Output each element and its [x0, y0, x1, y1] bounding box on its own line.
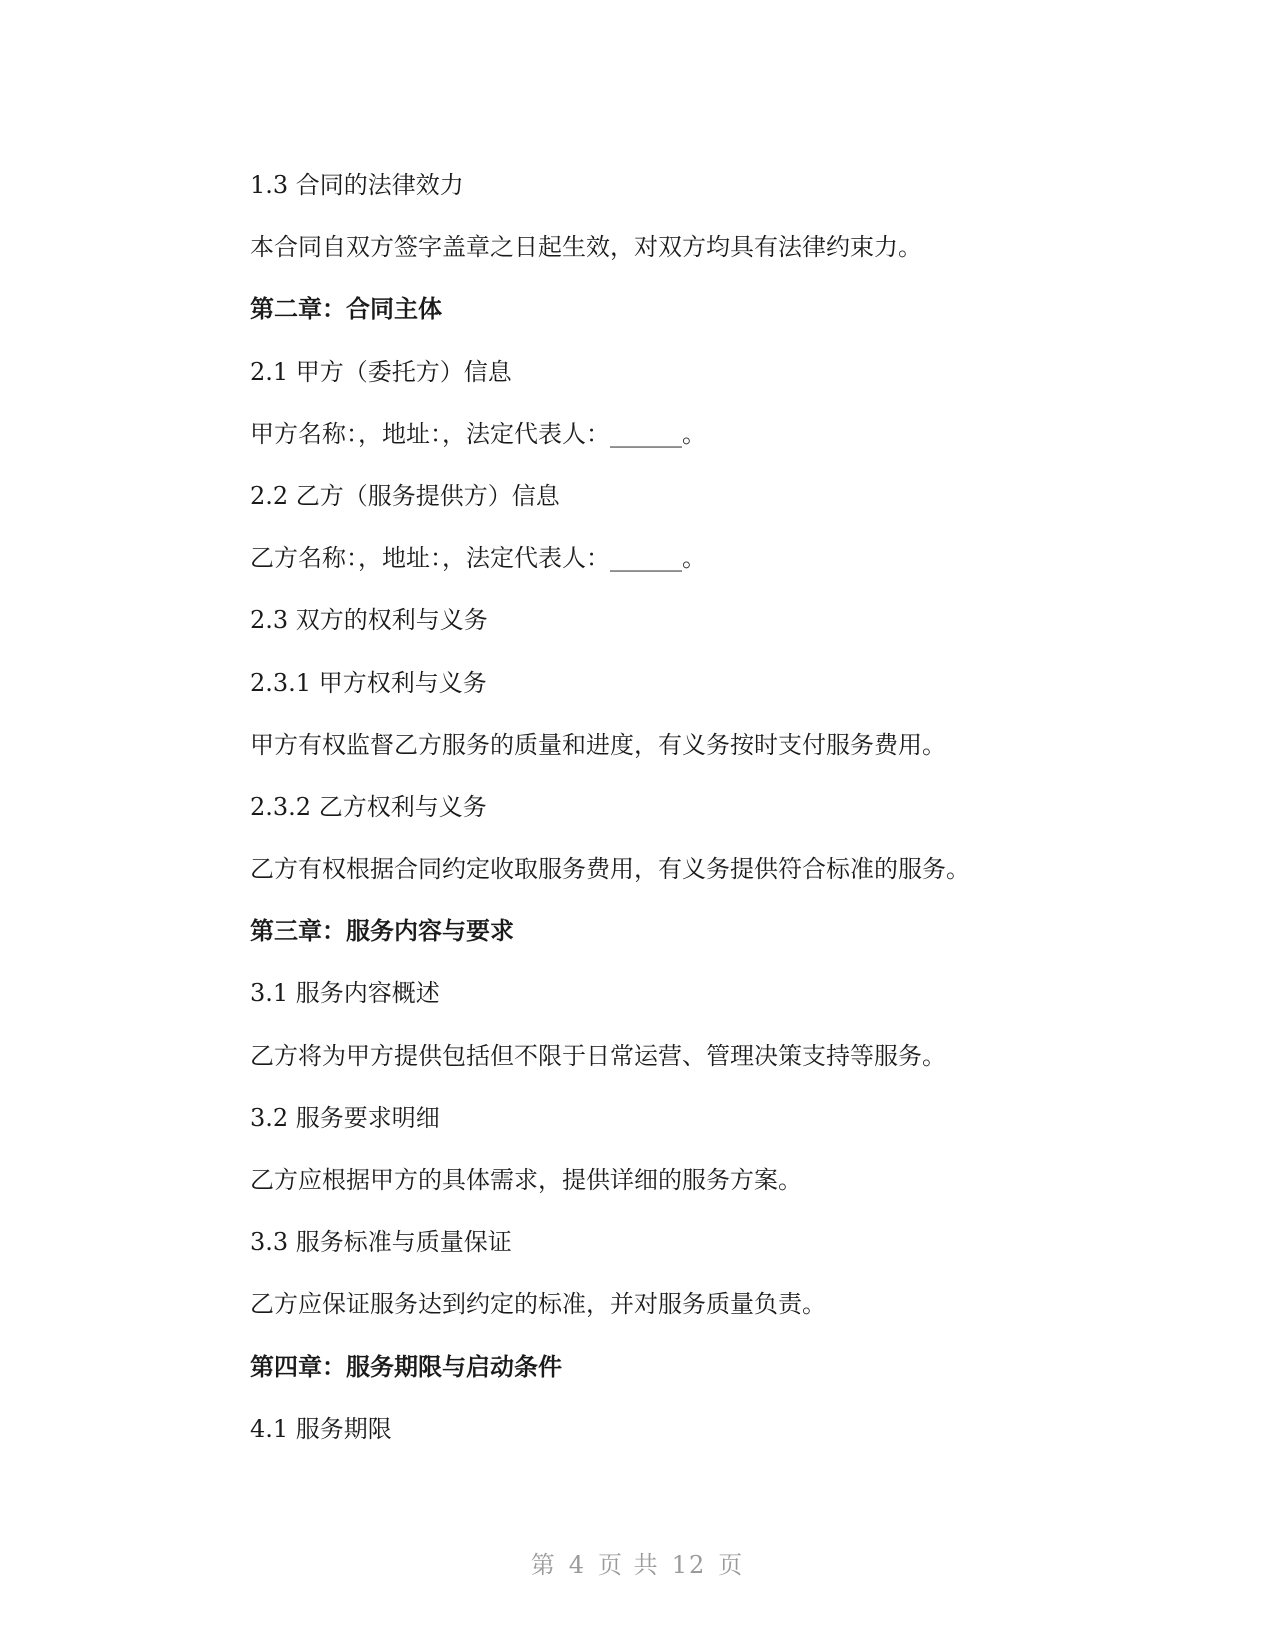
chapter-2-heading: 第二章：合同主体	[250, 294, 442, 324]
section-2-3-1-paragraph: 甲方有权监督乙方服务的质量和进度，有义务按时支付服务费用。	[250, 730, 946, 759]
chapter-3-heading: 第三章：服务内容与要求	[250, 916, 514, 946]
section-2-3-2-paragraph: 乙方有权根据合同约定收取服务费用，有义务提供符合标准的服务。	[250, 855, 970, 884]
footer-total-pages: 12	[671, 1551, 707, 1579]
section-3-3-title: 3.3 服务标准与质量保证	[250, 1228, 512, 1257]
section-2-1-title: 2.1 甲方（委托方）信息	[250, 357, 512, 386]
section-4-1-title: 4.1 服务期限	[250, 1414, 392, 1443]
footer-current-page: 4	[568, 1551, 587, 1579]
section-1-3-title: 1.3 合同的法律效力	[250, 171, 464, 199]
footer-middle: 页 共	[598, 1551, 660, 1579]
section-3-1-title: 3.1 服务内容概述	[250, 979, 440, 1008]
section-2-3-title: 2.3 双方的权利与义务	[250, 606, 488, 635]
footer-suffix: 页	[718, 1551, 745, 1579]
section-2-3-1-title: 2.3.1 甲方权利与义务	[250, 668, 487, 697]
footer-prefix: 第	[530, 1551, 557, 1579]
chapter-4-heading: 第四章：服务期限与启动条件	[250, 1351, 562, 1381]
section-2-2-paragraph: 乙方名称：，地址：，法定代表人：______。	[250, 544, 706, 573]
section-2-1-paragraph: 甲方名称：，地址：，法定代表人：______。	[250, 419, 706, 448]
section-1-3-paragraph: 本合同自双方签字盖章之日起生效，对双方均具有法律约束力。	[250, 233, 922, 262]
section-3-1-paragraph: 乙方将为甲方提供包括但不限于日常运营、管理决策支持等服务。	[250, 1041, 946, 1070]
page-footer	[0, 1545, 1275, 1580]
section-2-3-2-title: 2.3.2 乙方权利与义务	[250, 792, 487, 821]
section-3-3-paragraph: 乙方应保证服务达到约定的标准，并对服务质量负责。	[250, 1290, 826, 1319]
document-body	[250, 169, 1150, 1475]
section-3-2-paragraph: 乙方应根据甲方的具体需求，提供详细的服务方案。	[250, 1166, 802, 1194]
section-2-2-title: 2.2 乙方（服务提供方）信息	[250, 481, 560, 510]
section-3-2-title: 3.2 服务要求明细	[250, 1103, 440, 1132]
